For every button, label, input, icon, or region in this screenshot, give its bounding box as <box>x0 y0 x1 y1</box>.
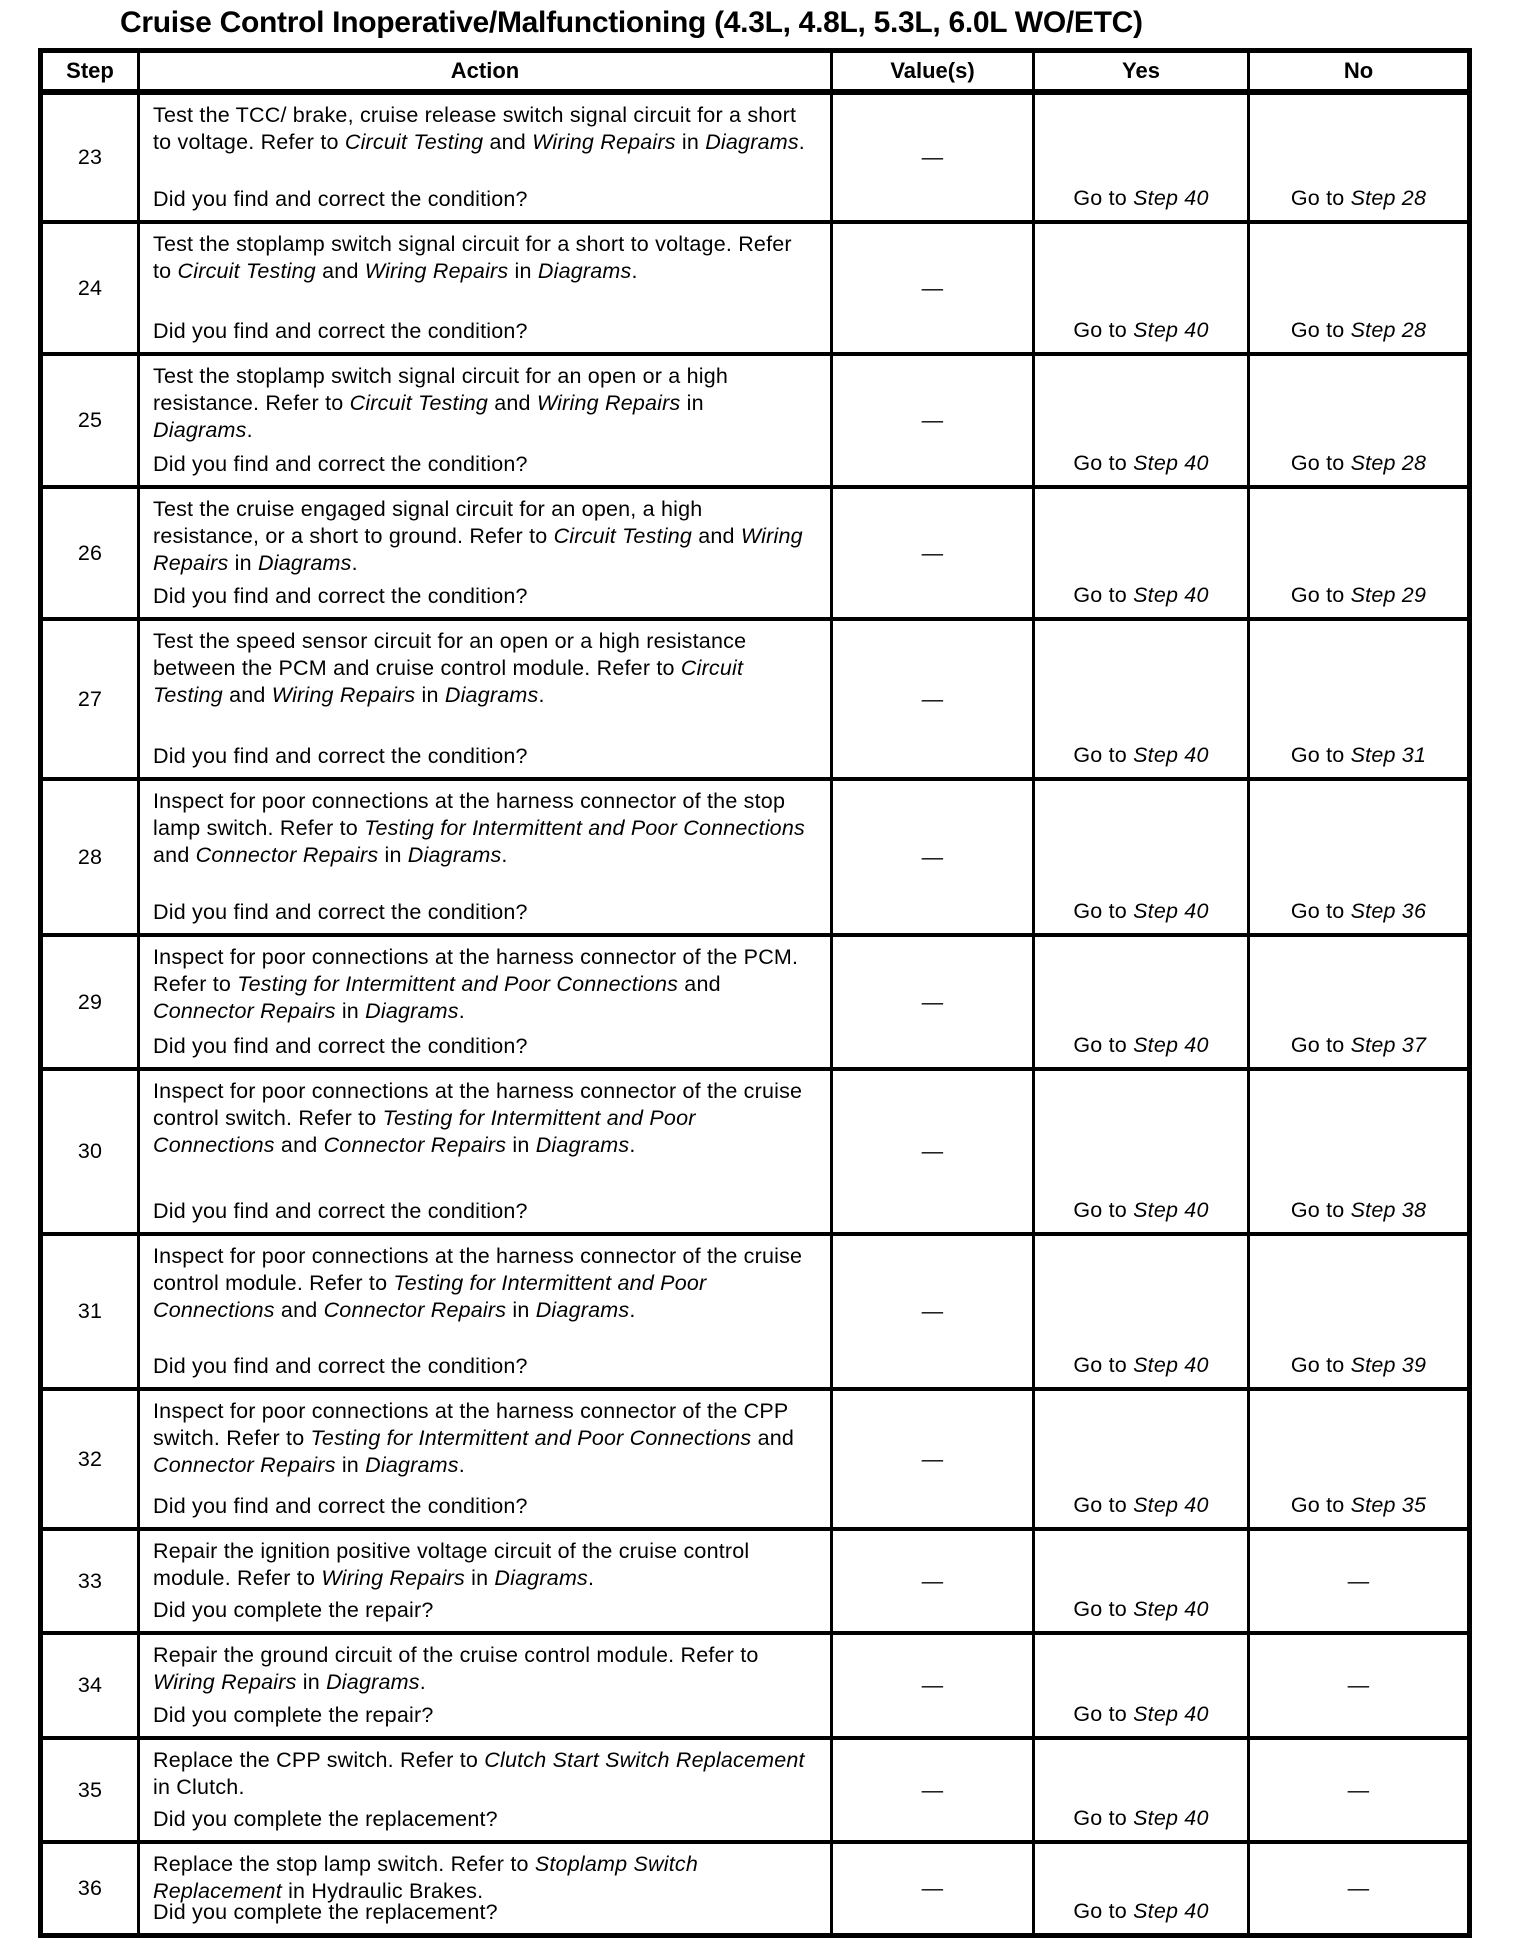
no-cell: — <box>1249 1529 1470 1633</box>
step-number: 31 <box>41 1234 139 1389</box>
action-cell <box>139 1842 832 1935</box>
value-cell: — <box>832 1069 1034 1234</box>
value-cell: — <box>832 1738 1034 1842</box>
action-cell <box>139 779 832 935</box>
yes-cell: Go to Step 40 <box>1034 1234 1249 1389</box>
yes-cell: Go to Step 40 <box>1034 1529 1249 1633</box>
table-row <box>41 1069 1470 1234</box>
step-number: 32 <box>41 1389 139 1529</box>
action-cell <box>139 354 832 487</box>
action-description: Test the cruise engaged signal circuit for an open, a high resistance, or a short to ground. Refer to Circuit Testing and Wiring Repairs in Diagrams. <box>153 497 803 576</box>
step-number: 25 <box>41 354 139 487</box>
action-description: Test the stoplamp switch signal circuit for an open or a high resistance. Refer to Circuit Testing and Wiring Repairs in Diagrams. <box>153 364 729 443</box>
action-cell <box>139 1633 832 1738</box>
step-number: 23 <box>41 92 139 222</box>
table-row <box>41 222 1470 354</box>
step-number: 26 <box>41 487 139 619</box>
no-cell: Go to Step 28 <box>1249 354 1470 487</box>
yes-cell: Go to Step 40 <box>1034 1069 1249 1234</box>
action-description: Replace the CPP switch. Refer to Clutch Start Switch Replacement in Clutch. <box>153 1748 805 1800</box>
action-question: Did you find and correct the condition? <box>153 1354 528 1378</box>
col-header-values: Value(s) <box>832 51 1034 93</box>
yes-cell: Go to Step 40 <box>1034 619 1249 779</box>
table-row <box>41 1389 1470 1529</box>
action-cell <box>139 1069 832 1234</box>
action-description: Test the stoplamp switch signal circuit for a short to voltage. Refer to Circuit Testing and Wiring Repairs in Diagrams. <box>153 232 792 284</box>
action-cell <box>139 619 832 779</box>
action-question: Did you complete the replacement? <box>153 1899 498 1924</box>
table-row <box>41 779 1470 935</box>
table-row <box>41 1738 1470 1842</box>
step-number: 29 <box>41 935 139 1069</box>
action-cell <box>139 487 832 619</box>
step-number: 28 <box>41 779 139 935</box>
table-row <box>41 1633 1470 1738</box>
value-cell: — <box>832 222 1034 354</box>
action-question: Did you find and correct the condition? <box>153 744 528 768</box>
table-row <box>41 354 1470 487</box>
yes-cell: Go to Step 40 <box>1034 1738 1249 1842</box>
yes-cell: Go to Step 40 <box>1034 222 1249 354</box>
yes-cell: Go to Step 40 <box>1034 1842 1249 1935</box>
yes-cell: Go to Step 40 <box>1034 92 1249 222</box>
no-cell: Go to Step 28 <box>1249 222 1470 354</box>
value-cell: — <box>832 1842 1034 1935</box>
action-description: Test the TCC/ brake, cruise release switch signal circuit for a short to voltage. Refer to Circuit Testing and Wiring Repairs in Diagrams. <box>153 103 805 155</box>
step-number: 36 <box>41 1842 139 1935</box>
value-cell: — <box>832 92 1034 222</box>
step-number: 30 <box>41 1069 139 1234</box>
action-question: Did you find and correct the condition? <box>153 1199 528 1223</box>
action-description: Test the speed sensor circuit for an open or a high resistance between the PCM and cruise control module. Refer to Circuit Testing and Wiring Repairs in Diagrams. <box>153 629 747 708</box>
no-cell: Go to Step 28 <box>1249 92 1470 222</box>
value-cell: — <box>832 1389 1034 1529</box>
step-number: 27 <box>41 619 139 779</box>
action-description: Replace the stop lamp switch. Refer to Stoplamp Switch Replacement in Hydraulic Brakes. <box>153 1852 698 1904</box>
table-row <box>41 1842 1470 1935</box>
action-cell <box>139 1234 832 1389</box>
action-question: Did you complete the repair? <box>153 1703 434 1727</box>
value-cell: — <box>832 1633 1034 1738</box>
action-description: Inspect for poor connections at the harness connector of the CPP switch. Refer to Testing for Intermittent and Poor Connections and Connector Repairs in Diagrams. <box>153 1399 795 1478</box>
value-cell: — <box>832 1234 1034 1389</box>
action-question: Did you find and correct the condition? <box>153 1494 528 1518</box>
action-question: Did you find and correct the condition? <box>153 900 528 924</box>
action-question: Did you find and correct the condition? <box>153 187 528 211</box>
action-cell <box>139 1389 832 1529</box>
diagnostic-table <box>38 48 1472 1938</box>
yes-cell: Go to Step 40 <box>1034 779 1249 935</box>
yes-cell: Go to Step 40 <box>1034 354 1249 487</box>
action-question: Did you complete the replacement? <box>153 1807 498 1831</box>
step-number: 34 <box>41 1633 139 1738</box>
action-question: Did you find and correct the condition? <box>153 584 528 608</box>
yes-cell: Go to Step 40 <box>1034 1633 1249 1738</box>
no-cell: Go to Step 38 <box>1249 1069 1470 1234</box>
no-cell: Go to Step 35 <box>1249 1389 1470 1529</box>
value-cell: — <box>832 1529 1034 1633</box>
col-header-yes: Yes <box>1034 51 1249 93</box>
no-cell: Go to Step 39 <box>1249 1234 1470 1389</box>
action-cell <box>139 935 832 1069</box>
table-row <box>41 92 1470 222</box>
action-question: Did you find and correct the condition? <box>153 452 528 476</box>
header-row <box>41 51 1470 93</box>
no-cell: — <box>1249 1738 1470 1842</box>
yes-cell: Go to Step 40 <box>1034 935 1249 1069</box>
action-description: Inspect for poor connections at the harness connector of the cruise control switch. Refer to Testing for Intermittent and Poor Connections and Connector Repairs in Diagrams. <box>153 1079 803 1158</box>
no-cell: Go to Step 29 <box>1249 487 1470 619</box>
step-number: 33 <box>41 1529 139 1633</box>
no-cell: Go to Step 36 <box>1249 779 1470 935</box>
value-cell: — <box>832 935 1034 1069</box>
action-description: Repair the ignition positive voltage circuit of the cruise control module. Refer to Wiring Repairs in Diagrams. <box>153 1539 750 1591</box>
action-description: Inspect for poor connections at the harness connector of the stop lamp switch. Refer to Testing for Intermittent and Poor Connections and Connector Repairs in Diagrams. <box>153 789 805 868</box>
step-number: 35 <box>41 1738 139 1842</box>
table-row <box>41 935 1470 1069</box>
no-cell: — <box>1249 1842 1470 1935</box>
table-row <box>41 619 1470 779</box>
value-cell: — <box>832 779 1034 935</box>
step-number: 24 <box>41 222 139 354</box>
table-row <box>41 487 1470 619</box>
yes-cell: Go to Step 40 <box>1034 487 1249 619</box>
value-cell: — <box>832 487 1034 619</box>
action-cell <box>139 1738 832 1842</box>
action-cell <box>139 1529 832 1633</box>
action-question: Did you complete the repair? <box>153 1598 434 1622</box>
action-cell <box>139 92 832 222</box>
yes-cell: Go to Step 40 <box>1034 1389 1249 1529</box>
action-description: Inspect for poor connections at the harness connector of the PCM. Refer to Testing for Intermittent and Poor Connections and Connector Repairs in Diagrams. <box>153 945 799 1024</box>
page-title: Cruise Control Inoperative/Malfunctioning (4.3L, 4.8L, 5.3L, 6.0L WO/ETC) <box>120 6 1143 39</box>
action-description: Repair the ground circuit of the cruise control module. Refer to Wiring Repairs in Diagrams. <box>153 1643 759 1695</box>
action-cell <box>139 222 832 354</box>
col-header-action: Action <box>139 51 832 93</box>
table-row <box>41 1234 1470 1389</box>
col-header-step: Step <box>41 51 139 93</box>
value-cell: — <box>832 354 1034 487</box>
no-cell: — <box>1249 1633 1470 1738</box>
action-description: Inspect for poor connections at the harness connector of the cruise control module. Refer to Testing for Intermittent and Poor Connections and Connector Repairs in Diagrams. <box>153 1244 803 1323</box>
no-cell: Go to Step 37 <box>1249 935 1470 1069</box>
table-row <box>41 1529 1470 1633</box>
action-question: Did you find and correct the condition? <box>153 1034 528 1058</box>
value-cell: — <box>832 619 1034 779</box>
action-question: Did you find and correct the condition? <box>153 319 528 343</box>
no-cell: Go to Step 31 <box>1249 619 1470 779</box>
col-header-no: No <box>1249 51 1470 93</box>
